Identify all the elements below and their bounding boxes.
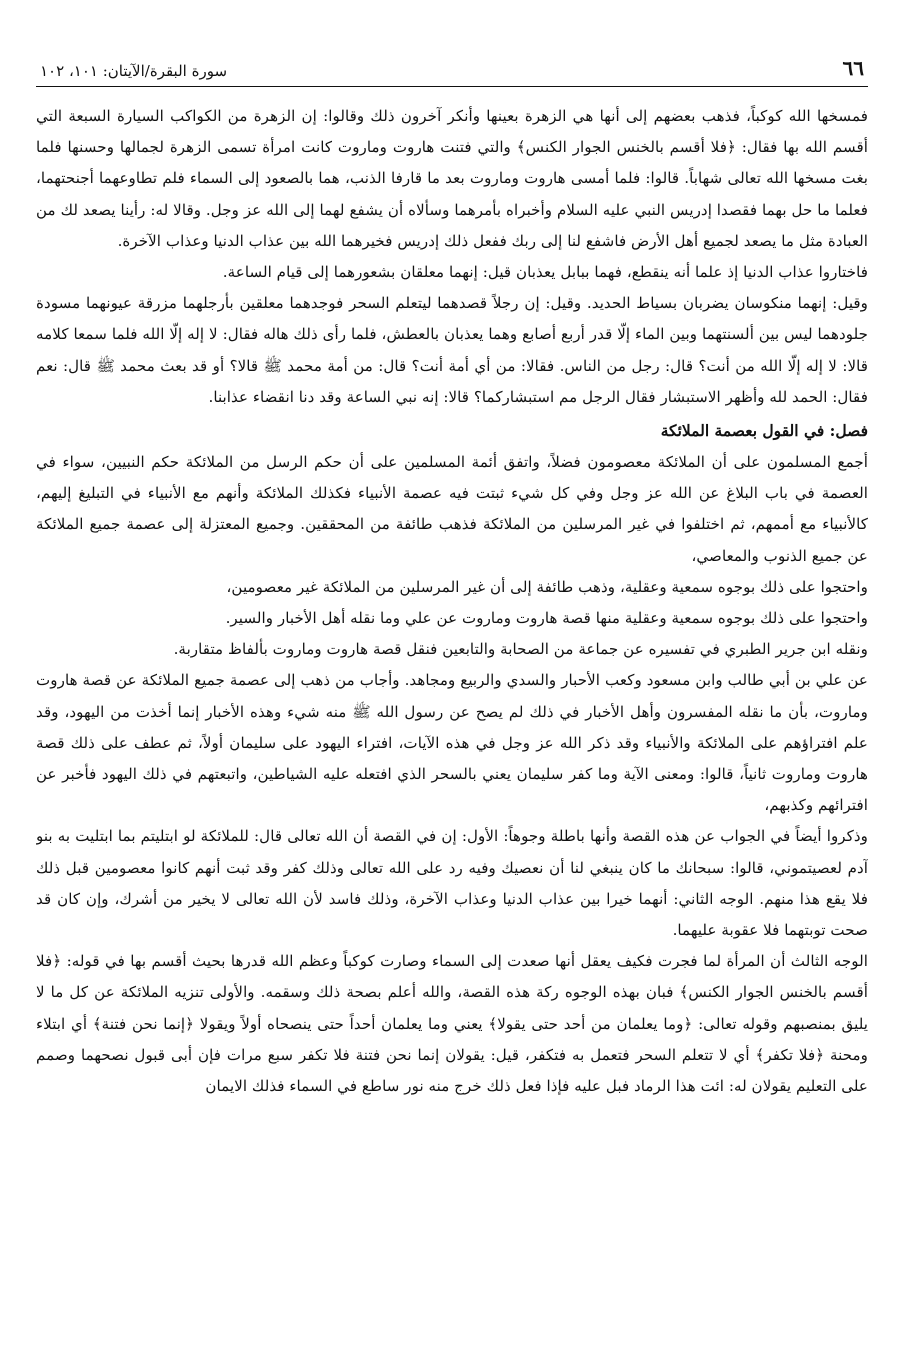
- paragraph: فاختاروا عذاب الدنيا إذ علما أنه ينقطع، فهما ببابل يعذبان قيل: إنهما معلقان بشعورهما إلى قيام الساعة.: [222, 263, 868, 282]
- running-header: [36, 48, 868, 87]
- page-number: ٦٦: [842, 56, 864, 80]
- paragraph: الوجه الثالث أن المرأة لما فجرت فكيف يعقل أنها صعدت إلى السماء وصارت كوكباً وعظم الله قدرها بحيث أقسم بها في قوله: ﴿فلا أقسم بالخنس الجوار الكنس﴾ فبان بهذه الوجوه ركة هذه القصة، والله أعلم بصحة ذلك وسقمه. والأولى تنزيه الملائكة عن كل ما لا يليق بمنصبهم وقوله تعالى: ﴿وما يعلمان من أحد حتى يقولا﴾ يعني وما يعلمان أحداً حتى ينصحاه أولاً ويقولا ﴿إنما نحن فتنة﴾ أي ابتلاء ومحنة ﴿فلا تكفر﴾ أي لا تتعلم السحر فتعمل به فتكفر، قيل: يقولان إنما نحن فتنة فلا تكفر سبع مرات فإن أبى قبول نصحهما وصمم على التعليم يقولان له: ائت هذا الرماد فبل عليه فإذا فعل ذلك خرج منه نور ساطع في السماء فذلك الايمان: [36, 952, 868, 1096]
- paragraph: عن علي بن أبي طالب وابن مسعود وكعب الأحبار والسدي والربيع ومجاهد. وأجاب من ذهب إلى عصمة جميع الملائكة عن قصة هاروت وماروت، بأن ما نقله المفسرون وأهل الأخبار في ذلك لم يصح عن رسول الله ﷺ منه شيء وهذه الأخبار إنما أخذت من اليهود، وقد علم افتراؤهم على الملائكة والأنبياء وقد ذكر الله عز وجل في هذه الآيات، افتراء اليهود على سليمان أولاً، ثم عطف على ذلك قصة هاروت وماروت ثانياً، قالوا: ومعنى الآية وما كفر سليمان يعني بالسحر الذي افتعله عليه الشياطين، واتبعتهم في ذلك اليهود فأخبر عن افترائهم وكذبهم،: [36, 671, 868, 815]
- book-page: [36, 48, 868, 1348]
- surah-verse-reference: سورة البقرة/الآيتان: ١٠١، ١٠٢: [40, 62, 228, 80]
- paragraph: واحتجوا على ذلك بوجوه سمعية وعقلية، وذهب طائفة إلى أن غير المرسلين من الملائكة غير معصومين،: [226, 577, 868, 596]
- section-heading: فصل: في القول بعصمة الملائكة: [660, 421, 868, 441]
- paragraph: ونقله ابن جرير الطبري في تفسيره عن جماعة من الصحابة والتابعين فنقل قصة هاروت وماروت بألفاظ متقاربة.: [173, 640, 868, 659]
- paragraph: وقيل: إنهما منكوسان يضربان بسياط الحديد. وقيل: إن رجلاً قصدهما ليتعلم السحر فوجدهما معلقين بأرجلهما مزرقة عيونهما مسودة جلودهما ليس بين ألسنتهما وبين الماء إلّا قدر أربع أصابع وهما يعذبان بالعطش، فلما رأى ذلك هاله فقال: لا إله إلّا الله فلما سمعا كلامه قالا: لا إله إلّا الله من أنت؟ قال: رجل من الناس. فقالا: من أي أمة أنت؟ قال: من أمة محمد ﷺ قالا؟ أو قد بعث محمد ﷺ قال: نعم فقال: الحمد لله وأظهر الاستبشار فقال الرجل مم استبشاركما؟ قالا: إنه نبي الساعة وقد دنا انقضاء عذابنا.: [36, 294, 868, 406]
- paragraph: فمسخها الله كوكباً، فذهب بعضهم إلى أنها هي الزهرة بعينها وأنكر آخرون ذلك وقالوا: إن الزهرة من الكواكب السيارة السبعة التي أقسم الله بها فقال: ﴿فلا أقسم بالخنس الجوار الكنس﴾ والتي فتنت هاروت وماروت كانت امرأة تسمى الزهرة لجمالها وحسنها فلما بغت مسخها الله تعالى شهاباً. قالوا: فلما أمسى هاروت وماروت بعد ما قارفا الذنب، هما بالصعود إلى السماء فلم تطاوعهما أجنحتهما، فعلما ما حل بهما فقصدا إدريس النبي عليه السلام وأخبراه بأمرهما وسألاه أن يشفع لهما إلى الله عز وجل. وقالا له: رأينا يصعد لك من العبادة مثل ما يصعد لجميع أهل الأرض فاشفع لنا إلى ربك ففعل ذلك إدريس فخيرهما الله بين عذاب الدنيا وعذاب الآخرة.: [36, 107, 868, 250]
- paragraph: وذكروا أيضاً في الجواب عن هذه القصة وأنها باطلة وجوهاً: الأول: إن في القصة أن الله تعالى قال: للملائكة لو ابتليتم بما ابتليت به بنو آدم لعصيتموني، قالوا: سبحانك ما كان ينبغي لنا أن نعصيك وفيه رد على الله تعالى وذلك كفر وقد ثبت أنهم كانوا معصومين قبل ذلك فلا يقع هذا منهم. الوجه الثاني: أنهما خيرا بين عذاب الدنيا وعذاب الآخرة، وذلك فاسد لأن الله تعالى لا يخير من أشرك، وإن كان قد صحت توبتهما فلا عقوبة عليهما.: [36, 827, 868, 940]
- paragraph: أجمع المسلمون على أن الملائكة معصومون فضلاً، واتفق أئمة المسلمين على أن حكم الرسل من الملائكة حكم النبيين، سواء في العصمة في باب البلاغ عن الله عز وجل وفي كل شيء ثبتت فيه عصمة الأنبياء فكذلك الملائكة وأنهم مع الأنبياء في التبليغ إليهم، كالأنبياء مع أممهم، ثم اختلفوا في غير المرسلين من الملائكة فذهب طائفة من المحققين. وجميع المعتزلة إلى عصمة جميع الملائكة عن جميع الذنوب والمعاصي،: [36, 453, 868, 565]
- paragraph: واحتجوا على ذلك بوجوه سمعية وعقلية منها قصة هاروت وماروت عن علي وما نقله أهل الأخبار والسير.: [225, 609, 868, 628]
- page-body: [36, 101, 868, 1102]
